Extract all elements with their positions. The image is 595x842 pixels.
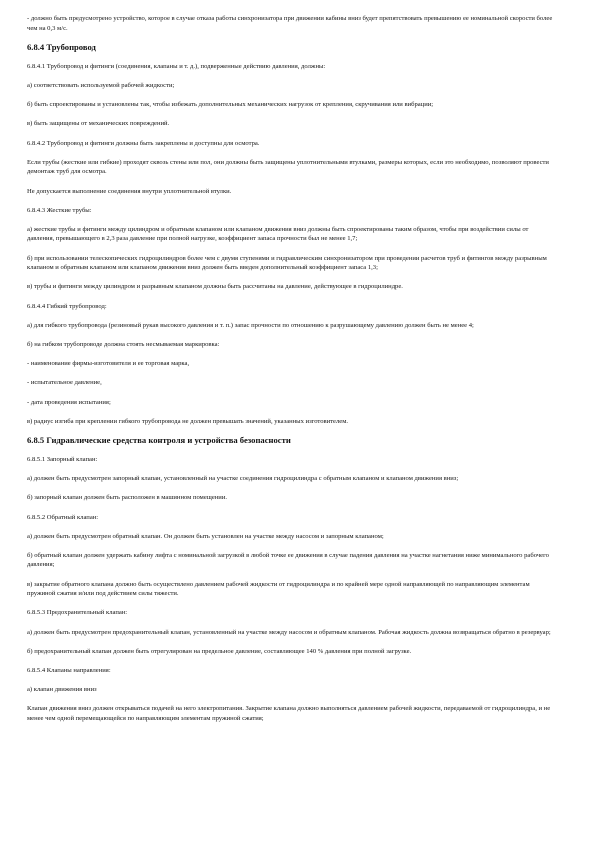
paragraph-6-8-4-4: 6.8.4.4 Гибкий трубопровод: <box>27 302 107 310</box>
paragraph-no-joints-in-sleeve: Не допускается выполнение соединения внутри уплотнительной втулки. <box>27 187 232 195</box>
list-item-c: в) радиус изгиба при креплении гибкого трубопровода не должен превышать значений, указанных изготовителем. <box>27 417 349 425</box>
section-heading-6-8-4: 6.8.4 Трубопровод <box>27 41 96 52</box>
list-item-a: а) соответствовать используемой рабочей жидкости; <box>27 81 175 89</box>
list-item-b: б) запорный клапан должен быть расположен в машинном помещении. <box>27 494 228 502</box>
list-item-b: б) обратный клапан должен удержать кабину лифта с номинальной загрузкой в любой точке ее движения в случае падения давления на участке нагнетания ниже минимального рабочего давления; <box>27 551 549 569</box>
list-item-a: а) должен быть предусмотрен обратный клапан. Он должен быть установлен на участке между насосом и запорным клапаном; <box>27 532 384 540</box>
paragraph-synchronizer-note: - должно быть предусмотрено устройство, которое в случае отказа работы синхронизатора при движении кабины вниз будет препятствовать превышению ее номинальной скорости более чем на 0,3 м/с. <box>27 15 553 32</box>
paragraph-6-8-4-1: 6.8.4.1 Трубопровод и фитинги (соединения, клапаны и т. д.), подверженные действию давления, должны: <box>27 62 326 70</box>
paragraph-down-valve: Клапан движения вниз должен открываться подачей на него электропитания. Закрытие клапана должно выполняться давлением рабочей жидкости, передаваемой от гидроцилиндра, и не менее чем одной перемещающейся по направляющим элементам пружиной сжатия; <box>27 705 551 722</box>
paragraph-6-8-4-2: 6.8.4.2 Трубопровод и фитинги должны быть закреплены и доступны для осмотра. <box>27 139 260 147</box>
list-item-dash: - дата проведения испытания; <box>27 398 111 406</box>
list-item-a: а) для гибкого трубопровода (резиновый рукав высокого давления и т. п.) запас прочности по отношению к разрушающему давлению должен быть не менее 4; <box>27 321 474 329</box>
paragraph-pipes-through-walls: Если трубы (жесткие или гибкие) проходят сквозь стены или пол, они должны быть защищены уплотнительными втулками, размеры которых, если это необходимо, позволяют провести демонтаж труб для осмотра. <box>27 158 549 176</box>
list-item-b: б) быть спроектированы и установлены так, чтобы избежать дополнительных механических нагрузок от крепления, скручивания или вибрации; <box>27 101 434 109</box>
paragraph-6-8-5-3: 6.8.5.3 Предохранительный клапан: <box>27 609 128 617</box>
list-item-a: а) клапан движения вниз <box>27 686 97 694</box>
list-item-c: в) закрытие обратного клапана должно быть осуществлено давлением рабочей жидкости от гидроцилиндра и по крайней мере одной направляющей по направляющим элементам пружиной сжатия и/или под действием силы тяжести. <box>27 580 530 598</box>
list-item-a: а) жесткие трубы и фитинги между цилиндром и обратным клапаном или клапаном движения вниз должны быть спроектированы таким образом, чтобы при воздействии силы от давления, превышающего в 2,3 раза давление при полной нагрузке, коэффициент запаса прочности был не менее 1,7; <box>27 225 529 243</box>
paragraph-6-8-5-1: 6.8.5.1 Запорный клапан: <box>27 455 98 463</box>
list-item-c: в) быть защищены от механических повреждений. <box>27 120 170 128</box>
list-item-b: б) при использовании телескопических гидроцилиндров более чем с двумя ступенями и гидравлическим синхронизатором при проведении расчетов труб и фитингов между разрывным клапаном и обратным клапаном или клапаном движения вниз должен быть введен дополнительный коэффициент запаса 1,3; <box>27 254 547 272</box>
paragraph-6-8-5-2: 6.8.5.2 Обратный клапан: <box>27 513 99 521</box>
list-item-a: а) должен быть предусмотрен запорный клапан, установленный на участке соединения гидроцилиндра с обратным клапаном и клапаном движения вниз; <box>27 475 459 483</box>
list-item-dash: - наименование фирмы-изготовителя и ее торговая марка, <box>27 360 190 368</box>
list-item-a: а) должен быть предусмотрен предохранительный клапан, установленный на участке между насосом и обратным клапаном. Рабочая жидкость должна возвращаться обратно в резервуар; <box>27 628 551 636</box>
list-item-b: б) предохранительный клапан должен быть отрегулирован на предельное давление, составляющее 140 % давления при полной загрузке. <box>27 647 412 655</box>
list-item-dash: - испытательное давление, <box>27 379 102 387</box>
paragraph-6-8-5-4: 6.8.5.4 Клапаны направления: <box>27 667 111 674</box>
paragraph-6-8-4-3: 6.8.4.3 Жесткие трубы: <box>27 206 92 214</box>
section-heading-6-8-5: 6.8.5 Гидравлические средства контроля и устройства безопасности <box>27 434 291 445</box>
list-item-b: б) на гибком трубопроводе должна стоять несмываемая маркировка: <box>27 341 220 348</box>
list-item-c: в) трубы и фитинги между цилиндром и разрывным клапаном должны быть рассчитаны на давление, действующее в гидроцилиндре. <box>27 283 403 291</box>
